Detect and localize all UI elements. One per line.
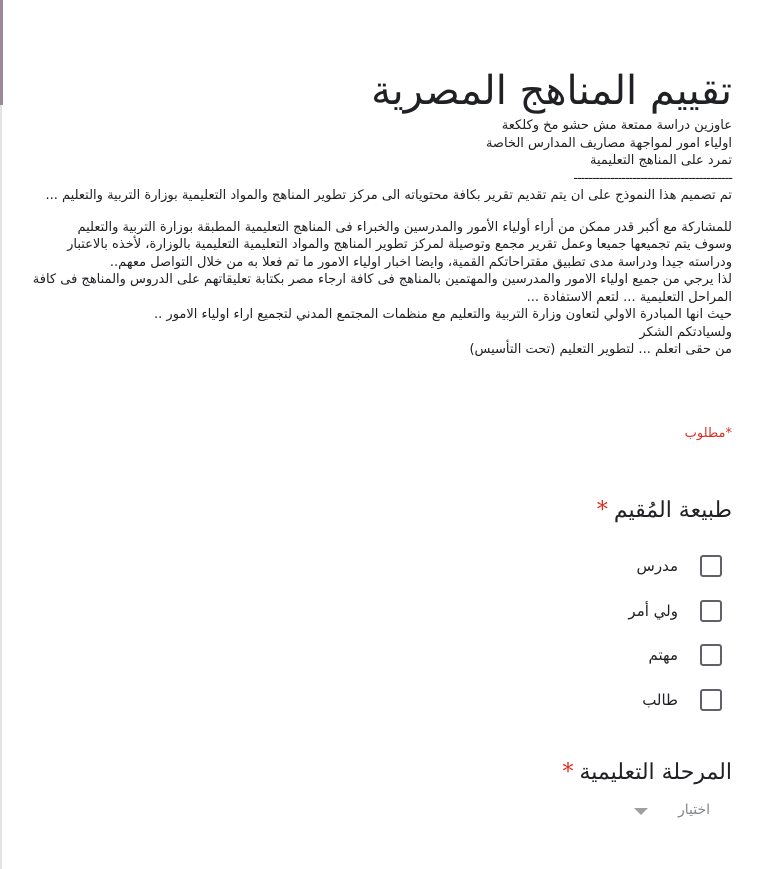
option-label: ولي أمر — [628, 601, 678, 620]
description-gap — [40, 205, 732, 219]
checkbox[interactable] — [700, 644, 722, 666]
description-line: ولسيادتكم الشكر — [639, 324, 732, 340]
checkbox[interactable] — [700, 689, 722, 711]
option-label: طالب — [642, 690, 678, 709]
dropdown-selected-label: اختيار — [677, 802, 710, 818]
checkbox[interactable] — [700, 555, 722, 577]
stage-dropdown[interactable] — [634, 802, 710, 818]
checkbox[interactable] — [700, 600, 722, 622]
description-line: المراحل التعليمية ... لتعم الاستفادة ... — [526, 289, 732, 305]
description-line: من حقى اتعلم ... لتطوير التعليم (تحت التأسيس) — [469, 342, 732, 357]
question-evaluator-type — [40, 494, 732, 709]
checkbox-option-student[interactable] — [628, 678, 722, 723]
form-left-border — [0, 105, 2, 869]
description-line: وسوف يتم تجميعها جميعا وعمل تقرير مجمع وتوصيلة لمركز تطوير المناهج والمواد التعليمية التعليمية بالوزارة، لأخذه بالاعتبار — [67, 237, 732, 252]
required-note: *مطلوب — [684, 426, 732, 441]
checkbox-option-teacher[interactable] — [628, 544, 722, 589]
question-title-text: طبيعة المُقيم — [613, 498, 732, 523]
description-line: عاوزين دراسة ممتعة مش حشو مخ وكلكعة — [501, 118, 732, 133]
required-asterisk: * — [596, 498, 608, 523]
description-line: للمشاركة مع أكبر قدر ممكن من أراء أولياء الأمور والمدرسين والخبراء فى المناهج التعليمية المطبقة بوزارة التربية والتعليم — [77, 219, 732, 235]
required-asterisk: * — [562, 760, 574, 785]
description-line: تم تصميم هذا النموذج على ان يتم تقديم تقرير بكافة محتوياته الى مركز تطوير المناهج والمواد التعليمية بوزارة التربية والتعليم ... — [45, 188, 732, 203]
checkbox-group — [628, 544, 722, 722]
question-title-text: المرحلة التعليمية — [579, 760, 732, 785]
option-label: مهتم — [648, 646, 678, 665]
form-description — [32, 117, 732, 359]
description-line: ودراسته جيدا ودراسة مدى تطبيق مقتراحاتكم القمية، وايضا اخبار اولياء الامور ما تم فعلا به من خلال التواصل معهم.. — [109, 254, 732, 270]
option-label: مدرس — [636, 557, 678, 576]
description-line: اولياء امور لمواجهة مصاريف المدارس الخاصة — [485, 135, 732, 151]
form-accent-strip — [0, 0, 3, 105]
checkbox-option-interested[interactable] — [628, 633, 722, 678]
question-educational-stage — [40, 756, 732, 818]
description-line: لذا يرجي من جميع اولياء الامور والمدرسين والمهتمين بالمناهج فى كافة ارجاء مصر بكتابة تعليقاتهم على الدروس والمناهج فى كافة — [32, 272, 732, 287]
description-line: تمرد على المناهج التعليمية — [589, 153, 732, 168]
checkbox-option-parent[interactable] — [628, 589, 722, 634]
question-title — [40, 756, 732, 790]
description-divider: ------------------------------------------- — [573, 170, 732, 186]
dropdown-arrow-icon[interactable] — [634, 808, 648, 815]
form-title: تقييم المناهج المصرية — [371, 67, 732, 114]
question-title — [40, 494, 732, 528]
description-line: حيث انها المبادرة الاولي لتعاون وزارة التربية والتعليم مع منظمات المجتمع المدني لتجميع اراء اولياء الامور .. — [154, 307, 732, 322]
